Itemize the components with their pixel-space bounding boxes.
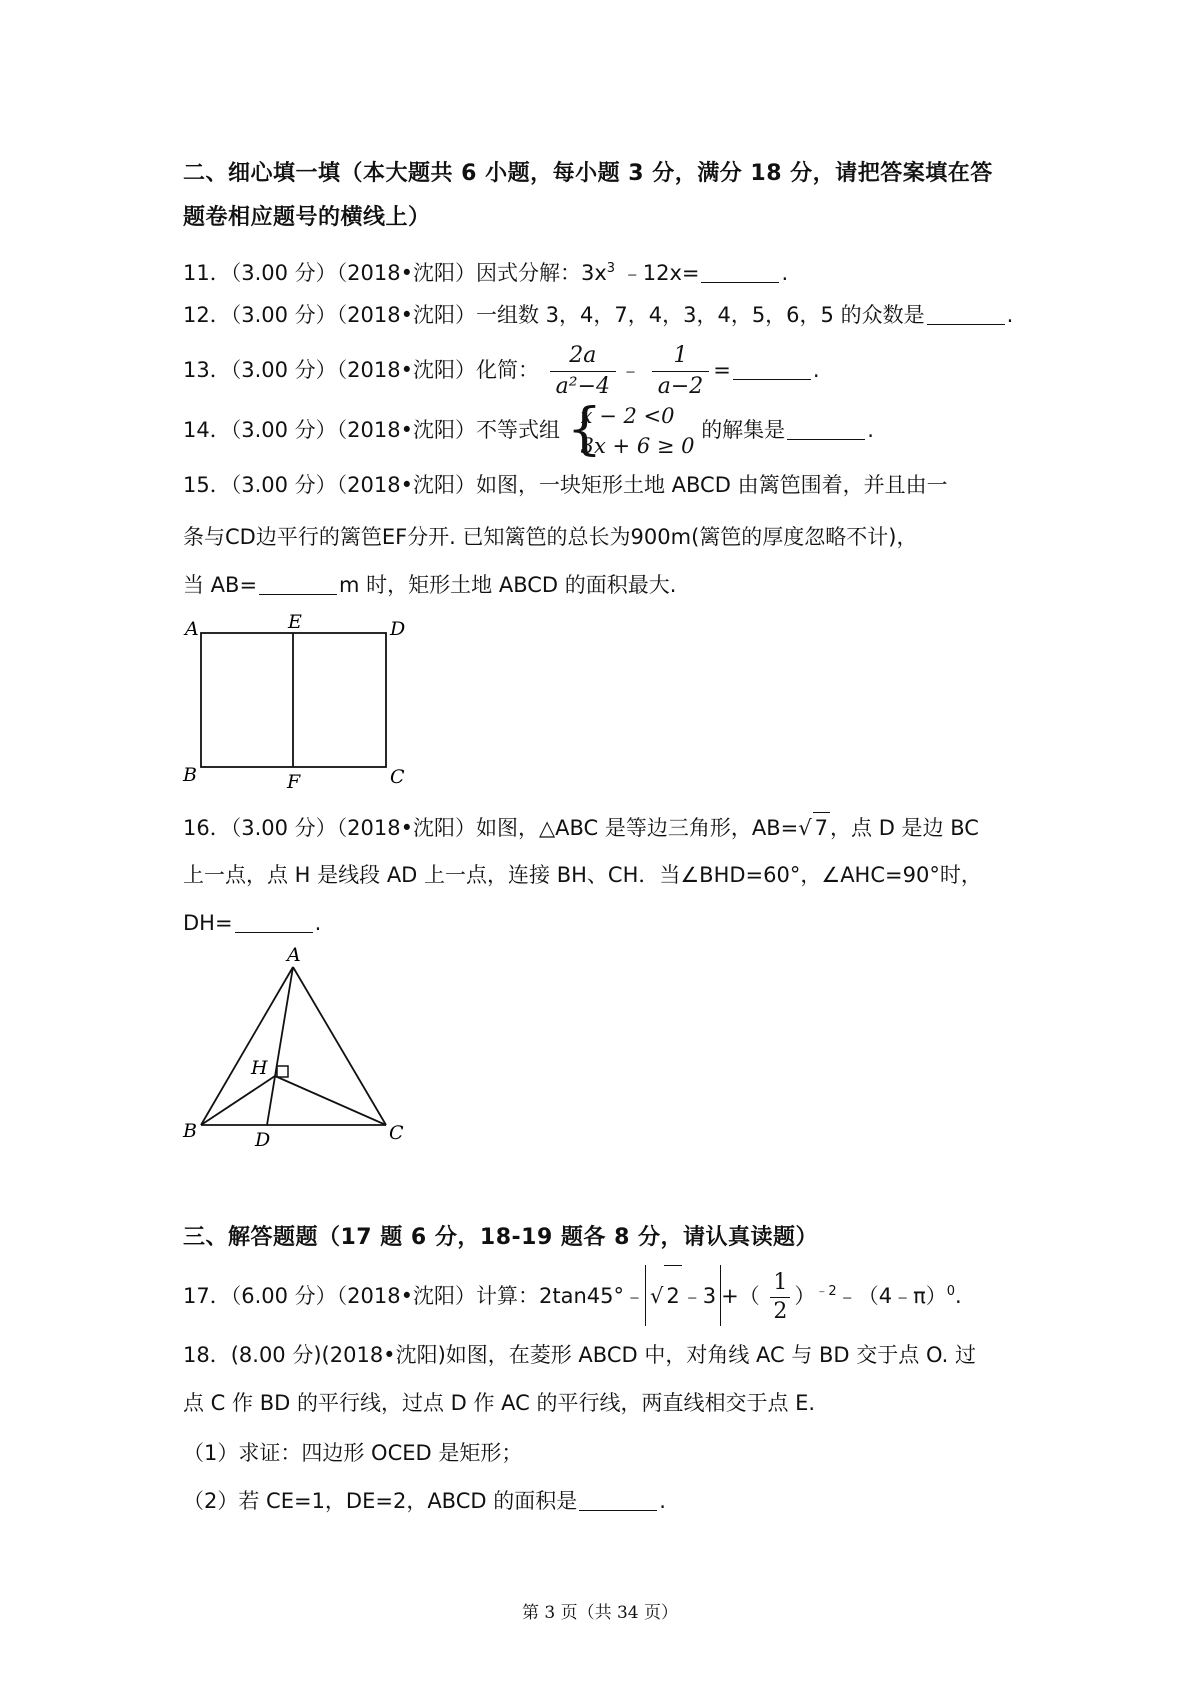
fraction-denominator: a²−4	[555, 373, 611, 399]
q11-expr: ﹣12x=	[615, 261, 700, 285]
fraction-denominator: 2	[773, 1298, 788, 1324]
fraction-2a-over-a2-4	[550, 343, 616, 400]
question-18-part1: （1）求证：四边形 OCED 是矩形；	[183, 1441, 523, 1465]
label-B: B	[183, 764, 197, 786]
triangle-abc-figure	[175, 945, 425, 1155]
label-A: A	[185, 618, 199, 640]
q16-line3-end: .	[314, 911, 322, 935]
q15-line3-suffix: m 时，矩形土地 ABCD 的面积最大.	[339, 573, 677, 597]
q18-part2-end: .	[659, 1489, 666, 1513]
label-C: C	[389, 1122, 404, 1144]
question-18-line1: 18．(8.00 分)(2018•沈阳)如图，在菱形 ABCD 中，对角线 AC 与 BD 交于点 O. 过	[183, 1343, 976, 1367]
fraction-1-over-a-2	[652, 343, 710, 400]
question-12	[183, 300, 1013, 330]
q17-plus: +（	[721, 1284, 760, 1308]
section2-title-line2: 题卷相应题号的横线上）	[183, 205, 431, 230]
absolute-value	[645, 1265, 721, 1326]
q11-end: .	[781, 261, 789, 285]
sqrt-icon: √	[649, 1284, 664, 1308]
q16-line3-prefix: DH=	[183, 911, 233, 935]
question-15-line1: 15．（3.00 分）（2018•沈阳）如图，一块矩形土地 ABCD 由篱笆围着，并且由一	[183, 473, 948, 497]
answer-blank[interactable]	[235, 910, 313, 933]
q17-rest: ﹣（4﹣π）	[836, 1284, 947, 1308]
minus-sign: ﹣	[620, 358, 642, 382]
question-16-line1	[183, 812, 979, 843]
q11-exponent: 3	[606, 261, 616, 276]
q17-exponent: ﹣2	[815, 1284, 837, 1299]
label-A: A	[287, 945, 301, 966]
q14-suffix: 的解集是	[701, 418, 786, 442]
left-brace-icon: {	[566, 397, 603, 462]
q11-prefix: 11．（3.00 分）（2018•沈阳）因式分解：3x	[183, 261, 607, 285]
fraction-numerator: 1	[770, 1270, 790, 1298]
inequality-2: 3x + 6 ≥ 0	[580, 434, 695, 458]
answer-blank[interactable]	[259, 572, 337, 595]
sqrt-icon: √	[798, 816, 812, 840]
fraction-numerator: 2a	[550, 343, 616, 372]
q13-end: .	[812, 358, 820, 382]
rectangle-abcd-figure	[175, 605, 415, 790]
q18-part2-prefix: （2）若 CE=1，DE=2，ABCD 的面积是	[183, 1489, 578, 1513]
q14-end: .	[867, 418, 874, 442]
label-H: H	[251, 1057, 268, 1079]
answer-blank[interactable]	[701, 260, 779, 283]
q16-line1-suffix: ，点 D 是边 BC	[830, 816, 979, 840]
answer-blank[interactable]	[927, 302, 1005, 325]
label-B: B	[183, 1120, 197, 1142]
q17-prefix: 17．（6.00 分）（2018•沈阳）计算：2tan45°﹣	[183, 1284, 645, 1308]
question-18-line2: 点 C 作 BD 的平行线，过点 D 作 AC 的平行线，两直线相交于点 E.	[183, 1391, 816, 1415]
q13-prefix: 13．（3.00 分）（2018•沈阳）化简：	[183, 358, 539, 382]
q17-close-paren: ）	[794, 1284, 816, 1308]
label-C: C	[390, 766, 405, 788]
question-18-part2	[183, 1486, 666, 1516]
question-11	[183, 254, 788, 288]
label-F: F	[287, 771, 301, 790]
question-16-line3	[183, 908, 321, 938]
q14-prefix: 14．（3.00 分）（2018•沈阳）不等式组	[183, 418, 560, 442]
fraction-denominator: a−2	[657, 373, 704, 399]
q17-radicand: 2	[664, 1265, 681, 1326]
q17-exponent-zero: 0	[946, 1284, 955, 1299]
fraction-one-half	[770, 1270, 790, 1325]
equals-sign: =	[713, 358, 731, 382]
right-angle-marker-icon	[277, 1066, 288, 1077]
question-15-line2: 条与CD边平行的篱笆EF分开. 已知篱笆的总长为900m(篱笆的厚度忽略不计)，	[183, 525, 918, 549]
answer-blank[interactable]	[787, 417, 865, 440]
section2-title-line1: 二、细心填一填（本大题共 6 小题，每小题 3 分，满分 18 分，请把答案填在答	[183, 161, 993, 186]
q17-abs-rest: ﹣3	[681, 1284, 717, 1308]
inequality-system	[566, 397, 695, 462]
label-D: D	[255, 1129, 271, 1151]
q16-line1-prefix: 16．（3.00 分）（2018•沈阳）如图，△ABC 是等边三角形，AB=	[183, 816, 799, 840]
question-13	[183, 340, 820, 400]
question-15-line3	[183, 570, 676, 600]
question-17	[183, 1262, 962, 1326]
question-16-line2: 上一点，点 H 是线段 AD 上一点，连接 BH、CH．当∠BHD=60°，∠AHC=90°时，	[183, 863, 982, 887]
inequality-1: x − 2 <0	[580, 404, 675, 428]
label-E: E	[288, 611, 302, 633]
page-footer: 第 3 页（共 34 页）	[521, 1603, 679, 1623]
answer-blank[interactable]	[579, 1488, 657, 1511]
label-D: D	[390, 618, 406, 640]
question-14	[183, 397, 874, 462]
answer-blank[interactable]	[733, 357, 811, 380]
q17-end: .	[955, 1284, 962, 1308]
section3-title: 三、解答题题（17 题 6 分，18-19 题各 8 分，请认真读题）	[183, 1225, 819, 1250]
fraction-numerator: 1	[652, 343, 710, 372]
q12-text: 12．（3.00 分）（2018•沈阳）一组数 3，4，7，4，3，4，5，6，5 的众数是	[183, 303, 925, 327]
q12-end: .	[1006, 303, 1014, 327]
q15-line3-prefix: 当 AB=	[183, 573, 258, 597]
q16-radicand: 7	[813, 812, 830, 843]
